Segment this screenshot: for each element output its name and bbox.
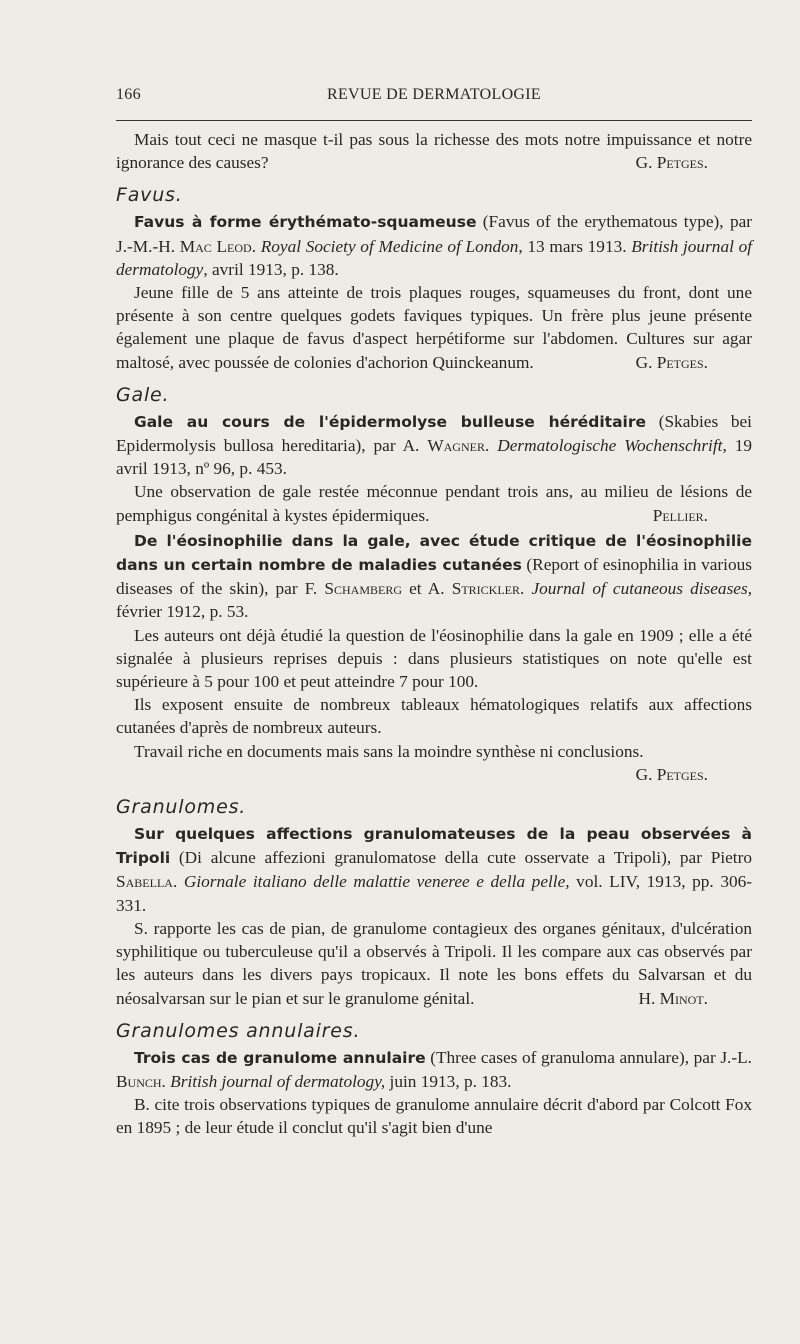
summary-favus: Jeune fille de 5 ans atteinte de trois plaques rouges, squameuses du front, dont une présente à son centre quelques godets faviques typiques. Un frère plus jeune présente également une plaque de favus d'aspect herpétiforme sur l'abdomen. Cultures sur agar maltosé, avec poussée de colonies d'achorion Quinckeanum. G. Petges. xyxy=(116,281,752,374)
signature: G. Petges. xyxy=(635,153,708,173)
article-title: Sur quelques affections granulomateuses de la peau observées à Tripoli xyxy=(116,825,752,868)
reference-granulomes: Sur quelques affections granulomateuses de la peau observées à Tripoli (Di alcune affezioni granulomatose della cute osservate a Tripoli), par Pietro Sabella. Giornale italiano delle malattie veneree e della pelle, vol. LIV, 1913, pp. 306-331. xyxy=(116,825,752,915)
signature: G. Petges. xyxy=(635,764,708,784)
article-title: Trois cas de granulome annulaire xyxy=(134,1048,426,1067)
summary-granulomes: S. rapporte les cas de pian, de granulome contagieux des organes génitaux, d'ulcération syphilitique ou tuberculeuse qu'il a observés à Tripoli. Il les compare aux cas observés par les auteurs dans les divers pays tropicaux. Il note les bons effets du Salvarsan et du néosalvarsan sur le pian et sur le granulome génital. H. Minot. xyxy=(116,917,752,1010)
article-title: Gale au cours de l'épidermolyse bulleuse héréditaire xyxy=(134,412,647,431)
signature: H. Minot. xyxy=(638,988,708,1008)
header-rule xyxy=(116,120,752,121)
reference-granulomes-annulaires: Trois cas de granulome annulaire (Three cases of granuloma annulare), par J.-L. Bunch. British journal of dermatology, juin 1913, p. 183. xyxy=(116,1047,752,1091)
section-title-granulomes-annulaires: Granulomes annulaires. xyxy=(116,1019,361,1042)
summary-granulomes-annulaires: B. cite trois observations typiques de granulome annulaire décrit d'abord par Colcott Fox en 1895 ; de leur étude il conclut qu'il s'agit bien d'une xyxy=(116,1095,752,1138)
reference-gale-1: Gale au cours de l'épidermolyse bulleuse héréditaire (Skabies bei Epidermolysis bullosa hereditaria), par A. Wagner. Dermatologische Wochenschrift, 19 avril 1913, nº 96, p. 453. xyxy=(116,411,752,479)
summary-gale-1: Une observation de gale restée méconnue pendant trois ans, au milieu de lésions de pemphigus congénital à kystes épidermiques. Pellier. xyxy=(116,480,752,526)
section-title-favus: Favus. xyxy=(116,184,183,207)
paragraph: Travail riche en documents mais sans la moindre synthèse ni conclusions. G. Petges. xyxy=(116,740,752,786)
article-body xyxy=(116,128,752,1140)
reference-gale-2: De l'éosinophilie dans la gale, avec étude critique de l'éosinophilie dans un certain nombre de maladies cutanées (Report of esinophilia in various diseases of the skin), par F. Schamberg et A. Strickler. Journal of cutaneous diseases, février 1912, p. 53. xyxy=(116,531,753,622)
section-title-gale: Gale. xyxy=(116,383,170,406)
paragraph: Ils exposent ensuite de nombreux tableaux hématologiques relatifs aux affections cutanées d'après de nombreux auteurs. xyxy=(116,695,752,738)
journal-title: REVUE DE DERMATOLOGIE xyxy=(327,86,541,103)
signature: G. Petges. xyxy=(635,352,708,372)
section-title-granulomes: Granulomes. xyxy=(116,796,247,819)
paragraph: Les auteurs ont déjà étudié la question de l'éosinophilie dans la gale en 1909 ; elle a été signalée à plusieurs reprises depuis : dans plusieurs statistiques on note qu'elle est supérieure à 5 pour 100 et peut atteindre 7 pour 100. xyxy=(116,625,752,692)
article-title: Favus à forme érythémato-squameuse xyxy=(134,213,477,232)
page-number: 166 xyxy=(116,86,141,103)
article-title: De l'éosinophilie dans la gale, avec étude critique de l'éosinophilie dans un certain nombre de maladies cutanées xyxy=(116,531,752,575)
reference-favus: Favus à forme érythémato-squameuse (Favus of the erythematous type), par J.-M.-H. Mac Leod. Royal Society of Medicine of London, 13 mars 1913. British journal of dermatology, avril 1913, p. 138. xyxy=(116,212,753,279)
signature: Pellier. xyxy=(652,505,708,525)
running-header xyxy=(116,86,752,110)
intro-paragraph: Mais tout ceci ne masque t-il pas sous la richesse des mots notre impuissance et notre ignorance des causes? G. Petges. xyxy=(116,128,752,174)
